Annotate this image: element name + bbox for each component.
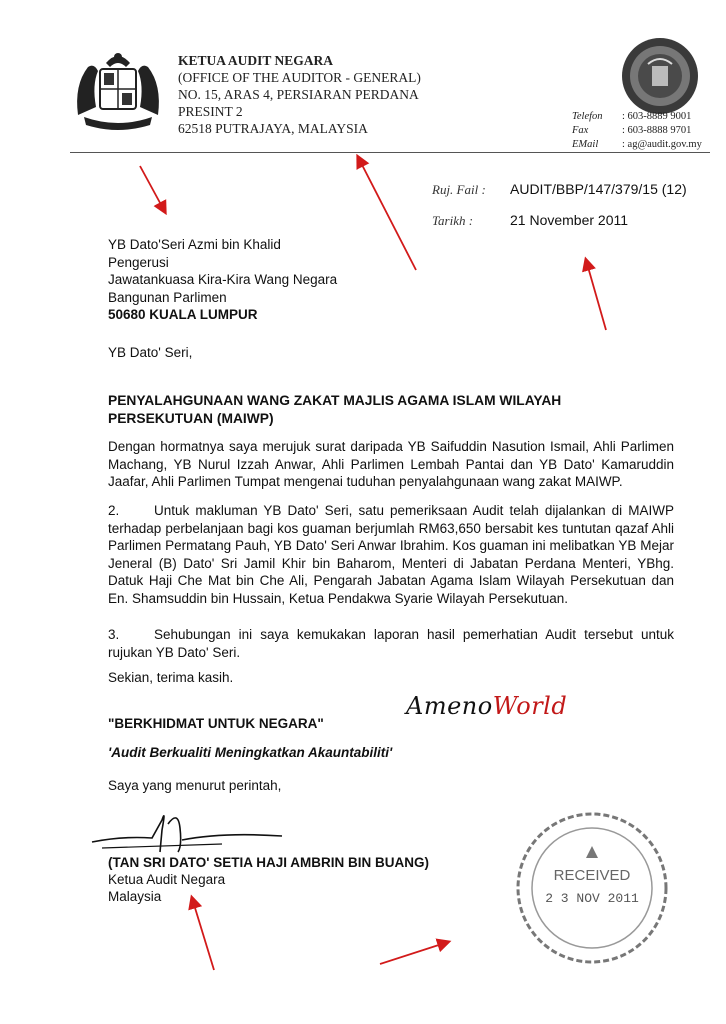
paragraph-3-text: Sehubungan ini saya kemukakan laporan hasil pemerhatian Audit tersebut untuk rujukan YB Dato' Seri. — [108, 627, 674, 660]
file-reference: Ruj. Fail : AUDIT/BBP/147/379/15 (12) — [432, 181, 687, 197]
contact-email: EMail : ag@audit.gov.my — [572, 139, 702, 150]
red-arrow — [358, 157, 416, 270]
signatory-name: (TAN SRI DATO' SETIA HAJI AMBRIN BIN BUANG) — [108, 855, 429, 870]
motto: "BERKHIDMAT UNTUK NEGARA" — [108, 716, 324, 731]
letter-subject: PENYALAHGUNAAN WANG ZAKAT MAJLIS AGAMA ISLAM WILAYAH PERSEKUTUAN (MAIWP) — [108, 393, 562, 426]
stamp-received-text: RECEIVED — [553, 867, 631, 884]
stamp-date: 2 3 NOV 2011 — [545, 891, 639, 906]
paragraph-2-text: Untuk makluman YB Dato' Seri, satu pemeriksaan Audit telah dijalankan di MAIWP terhadap perbelanjaan bagi kos guaman berjumlah RM63,650 bersabit kes tuntutan qazaf Ahli Parlimen Permatang Pauh, YB Dato' Seri Anwar Ibrahim. Kos guaman ini melibatkan YB Mejar Jeneral (B) Dato' Sri Jamil Khir bin Baharom, Menteri di Jabatan Perdana Menteri, YBhg. Datuk Haji Che Mat bin Che Ali, Pengarah Jabatan Agama Islam Wilayah Persekutuan dan En. Shamsuddin bin Hussain, Ketua Pendakwa Syarie Wilayah Persekutuan. — [108, 503, 674, 606]
contact-phone: Telefon : 603-8889 9001 — [572, 111, 692, 122]
paragraph-1: Dengan hormatnya saya merujuk surat daripada YB Saifuddin Nasution Ismail, Ahli Parlimen Machang, YB Nurul Izzah Anwar, Ahli Parlimen Lembah Pantai dan YB Dato' Kamaruddin Jaafar, Ahli Parlimen Tumpat mengenai tuduhan penyalahgunaan wang zakat MAIWP. — [108, 439, 674, 489]
org-address-line2: PRESINT 2 — [178, 104, 243, 119]
contact-fax: Fax : 603-8888 9701 — [572, 125, 692, 136]
letter-date: Tarikh : 21 November 2011 — [432, 212, 629, 228]
salutation: YB Dato' Seri, — [108, 345, 193, 360]
org-subtitle: (OFFICE OF THE AUDITOR - GENERAL) — [178, 70, 421, 85]
org-name: KETUA AUDIT NEGARA — [178, 53, 334, 68]
watermark-text: AmenoWorld — [406, 692, 568, 720]
recipient-address: YB Dato'Seri Azmi bin Khalid Pengerusi Jawatankuasa Kira-Kira Wang Negara Bangunan Parlimen 50680 KUALA LUMPUR — [108, 237, 338, 323]
closing-line: Sekian, terima kasih. — [108, 670, 234, 685]
red-arrow — [140, 166, 165, 212]
signatory-title: Ketua Audit Negara Malaysia — [108, 872, 226, 904]
paragraph-3-number: 3. — [108, 627, 120, 642]
paragraph-2-number: 2. — [108, 503, 120, 518]
yours-faithfully: Saya yang menurut perintah, — [108, 778, 282, 793]
audit-slogan: 'Audit Berkualiti Meningkatkan Akauntabiliti' — [108, 745, 393, 760]
org-address-line1: NO. 15, ARAS 4, PERSIARAN PERDANA — [178, 87, 419, 102]
red-arrow — [586, 260, 606, 330]
red-arrow — [380, 942, 448, 964]
red-arrow — [192, 898, 214, 970]
org-address-line3: 62518 PUTRAJAYA, MALAYSIA — [178, 121, 368, 136]
